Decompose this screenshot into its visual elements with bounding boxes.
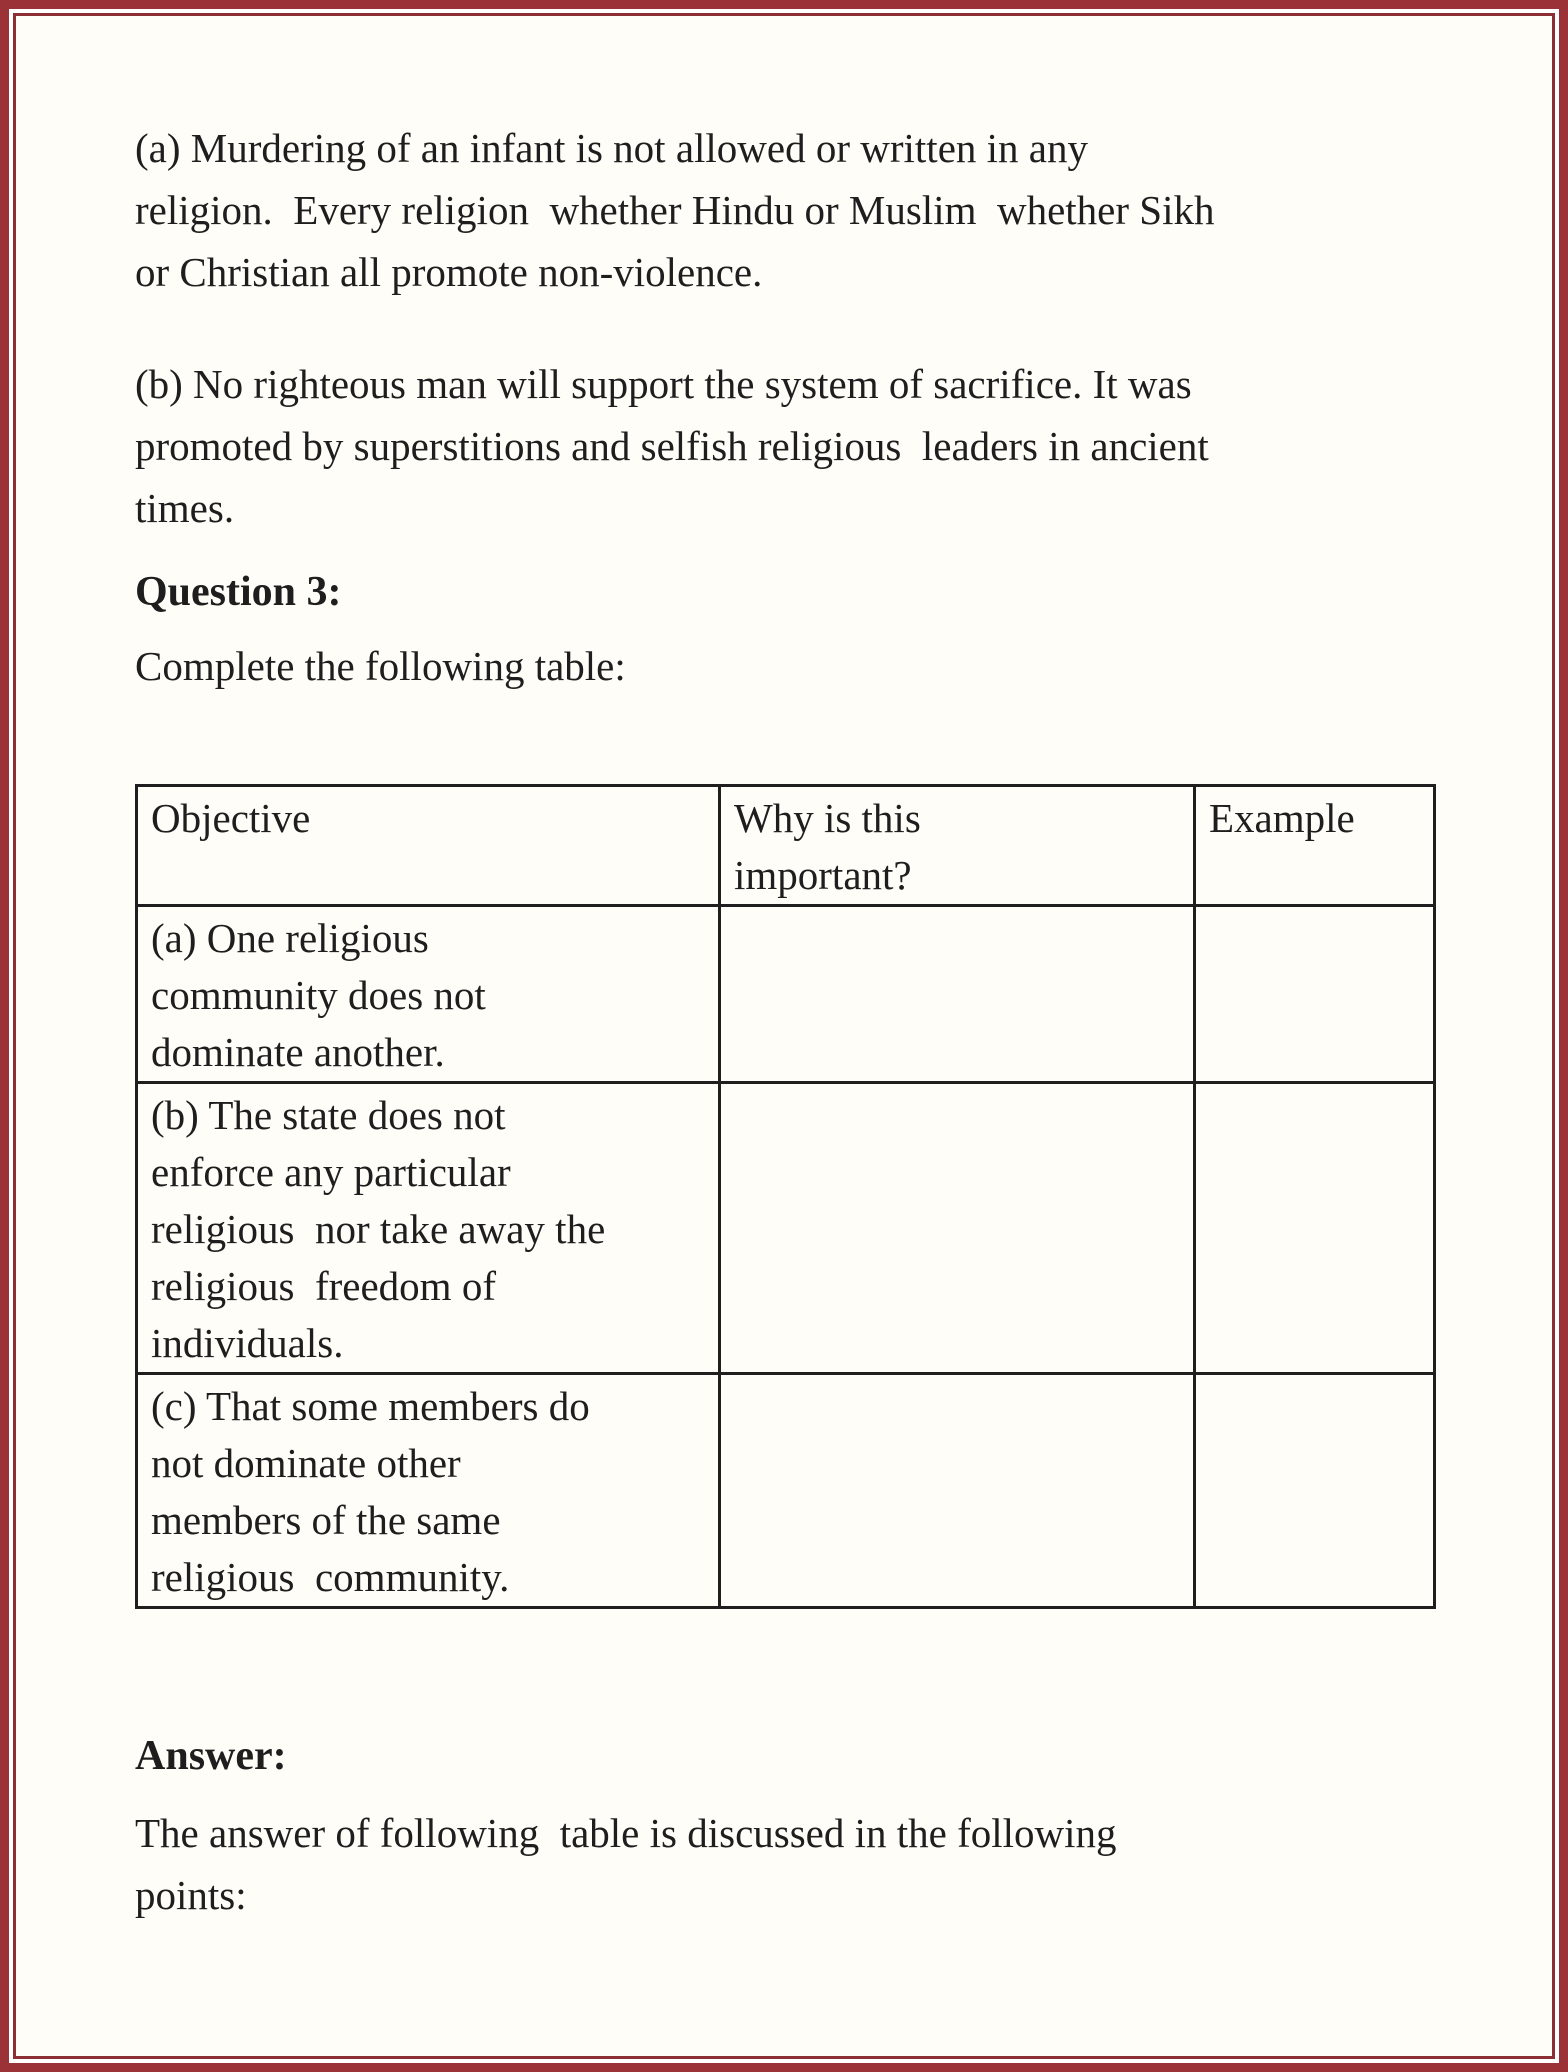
paragraph-b-line: (b) No righteous man will support the system of sacrifice. It was	[135, 361, 1192, 407]
page-content	[16, 16, 1552, 1926]
answer-line: The answer of following table is discussed in the following	[135, 1810, 1117, 1856]
objective-line: religious freedom of	[151, 1263, 496, 1309]
objective-line: religious community.	[151, 1554, 510, 1600]
objective-line: (b) The state does not	[151, 1092, 506, 1138]
question-prompt: Complete the following table:	[135, 643, 626, 689]
objective-cell-a	[137, 906, 720, 1083]
paragraph-a-line: religion. Every religion whether Hindu or Muslim whether Sikh	[135, 187, 1215, 233]
objective-cell-c	[137, 1374, 720, 1608]
example-cell-c	[1195, 1374, 1435, 1608]
table-header-row	[137, 786, 1435, 906]
objective-cell-b	[137, 1083, 720, 1374]
header-line: Why is this	[734, 795, 921, 841]
table-header-why-important	[720, 786, 1195, 906]
answer-paragraph	[135, 1802, 1444, 1926]
table-row	[137, 1374, 1435, 1608]
example-cell-a	[1195, 906, 1435, 1083]
objective-line: not dominate other	[151, 1440, 461, 1486]
paragraph-b-line: times.	[135, 485, 235, 531]
objective-line: religious nor take away the	[151, 1206, 606, 1252]
answer-heading-word: Answer	[135, 1733, 273, 1779]
paragraph-b	[135, 353, 1444, 539]
answer-heading	[135, 1725, 1444, 1787]
header-line: Objective	[151, 795, 311, 841]
paragraph-b-line: promoted by superstitions and selfish religious leaders in ancient	[135, 423, 1209, 469]
table-header-objective	[137, 786, 720, 906]
why-cell-c	[720, 1374, 1195, 1608]
answer-line: points:	[135, 1872, 247, 1918]
answer-heading-colon: :	[272, 1733, 287, 1779]
why-cell-a	[720, 906, 1195, 1083]
objective-line: (c) That some members do	[151, 1383, 590, 1429]
objective-line: individuals.	[151, 1320, 344, 1366]
paragraph-a-line: or Christian all promote non-violence.	[135, 249, 763, 295]
objective-line: members of the same	[151, 1497, 501, 1543]
question-heading: Question 3:	[135, 569, 342, 615]
objective-line: community does not	[151, 972, 486, 1018]
why-cell-b	[720, 1083, 1195, 1374]
objective-line: (a) One religious	[151, 915, 429, 961]
page-border-gap	[9, 9, 1559, 2063]
objective-line: enforce any particular	[151, 1149, 511, 1195]
table-header-example	[1195, 786, 1435, 906]
table-row	[137, 1083, 1435, 1374]
example-cell-b	[1195, 1083, 1435, 1374]
header-line: important?	[734, 852, 912, 898]
question-table	[135, 784, 1436, 1609]
table-row	[137, 906, 1435, 1083]
objective-line: dominate another.	[151, 1029, 445, 1075]
paragraph-a	[135, 117, 1444, 303]
paragraph-a-line: (a) Murdering of an infant is not allowed or written in any	[135, 125, 1088, 171]
header-line: Example	[1209, 795, 1355, 841]
document-page	[13, 13, 1555, 2059]
